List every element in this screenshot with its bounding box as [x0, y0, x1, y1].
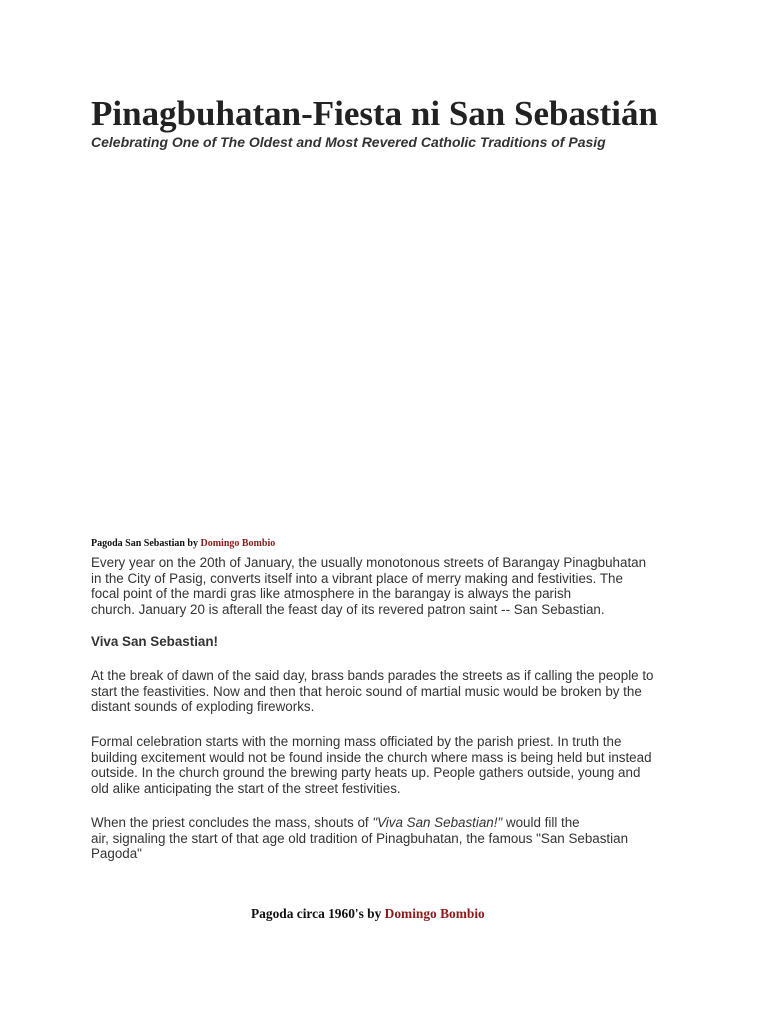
paragraph-3-line: old alike anticipating the start of the street festivities. — [91, 781, 401, 797]
paragraph-1-line: in the City of Pasig, converts itself into a vibrant place of merry making and festivities. The — [91, 570, 623, 586]
page-title: Pinagbuhatan-Fiesta ni San Sebastián — [91, 94, 658, 133]
image-caption-1 — [91, 537, 275, 551]
paragraph-2-line: At the break of dawn of the said day, brass bands parades the streets as if calling the people to — [91, 668, 654, 683]
paragraph-3-line: building excitement would not be found inside the church where mass is being held but instead — [91, 749, 652, 765]
paragraph-4-line — [91, 815, 691, 831]
paragraph-2-line: distant sounds of exploding fireworks. — [91, 699, 315, 715]
paragraph-4-post: would fill the — [502, 815, 580, 830]
paragraph-3-line: Formal celebration starts with the morning mass officiated by the parish priest. In truth the — [91, 734, 622, 749]
caption-2-text: Pagoda circa 1960's by — [251, 906, 385, 921]
paragraph-2 — [91, 668, 691, 715]
paragraph-4 — [91, 815, 691, 862]
paragraph-4-line: Pagoda" — [91, 846, 142, 862]
paragraph-4-line: air, signaling the start of that age old tradition of Pinagbuhatan, the famous "San Sebastian — [91, 830, 629, 846]
caption-1-text: Pagoda San Sebastian by — [91, 538, 201, 549]
section-heading-viva: Viva San Sebastian! — [91, 634, 219, 649]
paragraph-1-line: church. January 20 is afterall the feast day of its revered patron saint -- San Sebastian. — [91, 602, 605, 618]
paragraph-3-line: outside. In the church ground the brewing party heats up. People gathers outside, young and — [91, 765, 641, 781]
paragraph-4-pre: When the priest concludes the mass, shouts of — [91, 815, 373, 830]
paragraph-2-line: start the feastivities. Now and then that heroic sound of martial music would be broken by the — [91, 683, 642, 699]
paragraph-1-line: Every year on the 20th of January, the usually monotonous streets of Barangay Pinagbuhatan — [91, 555, 647, 570]
viva-quote: "Viva San Sebastian!" — [372, 815, 503, 830]
pagoda-image-placeholder — [91, 160, 671, 530]
caption-2-author-link[interactable]: Domingo Bombio — [384, 906, 485, 921]
paragraph-3 — [91, 734, 691, 797]
page-subtitle: Celebrating One of The Oldest and Most Revered Catholic Traditions of Pasig — [91, 134, 606, 150]
paragraph-1 — [91, 555, 691, 618]
image-caption-2 — [251, 905, 485, 923]
paragraph-1-line: focal point of the mardi gras like atmosphere in the barangay is always the parish — [91, 586, 572, 602]
caption-1-author-link[interactable]: Domingo Bombio — [200, 538, 276, 549]
